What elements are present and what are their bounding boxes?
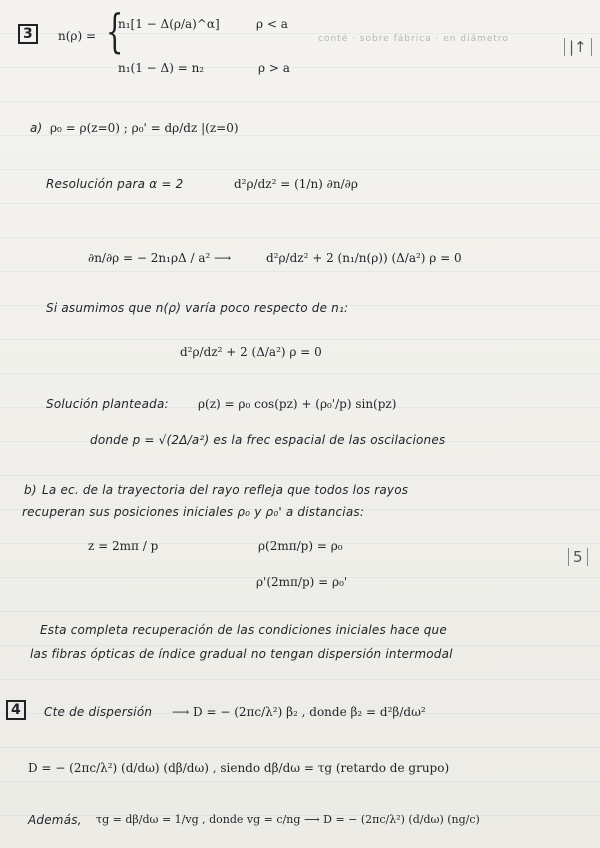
resolution-intro: Resolución para α = 2 bbox=[46, 177, 184, 191]
solution-equation: ρ(z) = ρ₀ cos(pz) + (ρ₀'/p) sin(pz) bbox=[198, 397, 397, 411]
part-b-line-2: recuperan sus posiciones iniciales ρ₀ y ρ₀' a distancias: bbox=[22, 505, 365, 519]
case2-expression: n₁(1 − Δ) = n₂ bbox=[118, 61, 205, 75]
dispersion-constant-label: Cte de dispersión bbox=[44, 705, 153, 719]
assumption-text: Si asumimos que n(ρ) varía poco respecto de n₁: bbox=[46, 301, 349, 315]
index-profile-lhs: n(ρ) = bbox=[58, 29, 97, 43]
group-delay-equation: τg = dβ/dω = 1/vg , donde vg = c/ng ⟶ D = − (2πc/λ²) (d/dω) (ng/c) bbox=[96, 813, 480, 826]
simplified-equation: d²ρ/dz² + 2 (Δ/a²) ρ = 0 bbox=[180, 345, 322, 359]
conclusion-line-2: las fibras ópticas de índice gradual no tengan dispersión intermodal bbox=[30, 647, 453, 661]
rho-recovery: ρ(2mπ/p) = ρ₀ bbox=[258, 539, 343, 553]
ray-equation: d²ρ/dz² = (1/n) ∂n/∂ρ bbox=[234, 177, 358, 191]
margin-mark-middle: 5 bbox=[568, 548, 588, 566]
index-derivative: ∂n/∂ρ = − 2n₁ρΔ / a² bbox=[88, 251, 211, 265]
problem-number-4: 4 bbox=[6, 700, 26, 720]
dispersion-equation: ⟶ D = − (2πc/λ²) β₂ , donde β₂ = d²β/dω² bbox=[172, 705, 426, 719]
case1-condition: ρ < a bbox=[256, 17, 288, 31]
recovery-distance: z = 2mπ / p bbox=[88, 539, 159, 553]
problem-number-3: 3 bbox=[18, 24, 38, 44]
part-b-line-1: La ec. de la trayectoria del rayo refleja que todos los rayos bbox=[42, 483, 409, 497]
oscillation-frequency-text: donde p = √(2Δ/a²) es la frec espacial de las oscilaciones bbox=[90, 433, 446, 447]
case1-expression: n₁[1 − Δ(ρ/a)^α] bbox=[118, 17, 220, 31]
piecewise-brace: { bbox=[105, 4, 124, 58]
part-a-label: a) bbox=[30, 121, 43, 135]
dispersion-expanded: D = − (2πc/λ²) (d/dω) (dβ/dω) , siendo dβ/dω = τg (retardo de grupo) bbox=[28, 761, 450, 775]
derived-equation: d²ρ/dz² + 2 (n₁/n(ρ)) (Δ/a²) ρ = 0 bbox=[266, 251, 462, 265]
conclusion-line-1: Esta completa recuperación de las condiciones iniciales hace que bbox=[40, 623, 447, 637]
solution-label: Solución planteada: bbox=[46, 397, 169, 411]
margin-mark-top: |↑ bbox=[564, 38, 592, 56]
case2-condition: ρ > a bbox=[258, 61, 290, 75]
ademas-label: Además, bbox=[28, 813, 82, 827]
part-a-definitions: ρ₀ = ρ(z=0) ; ρ₀' = dρ/dz |(z=0) bbox=[50, 121, 239, 135]
part-b-label: b) bbox=[24, 483, 37, 497]
arrow-1: ⟶ bbox=[214, 251, 232, 265]
rho-prime-recovery: ρ'(2mπ/p) = ρ₀' bbox=[256, 575, 348, 589]
faint-background-text: conté · sobre fábrica · en diámetro bbox=[318, 34, 509, 44]
